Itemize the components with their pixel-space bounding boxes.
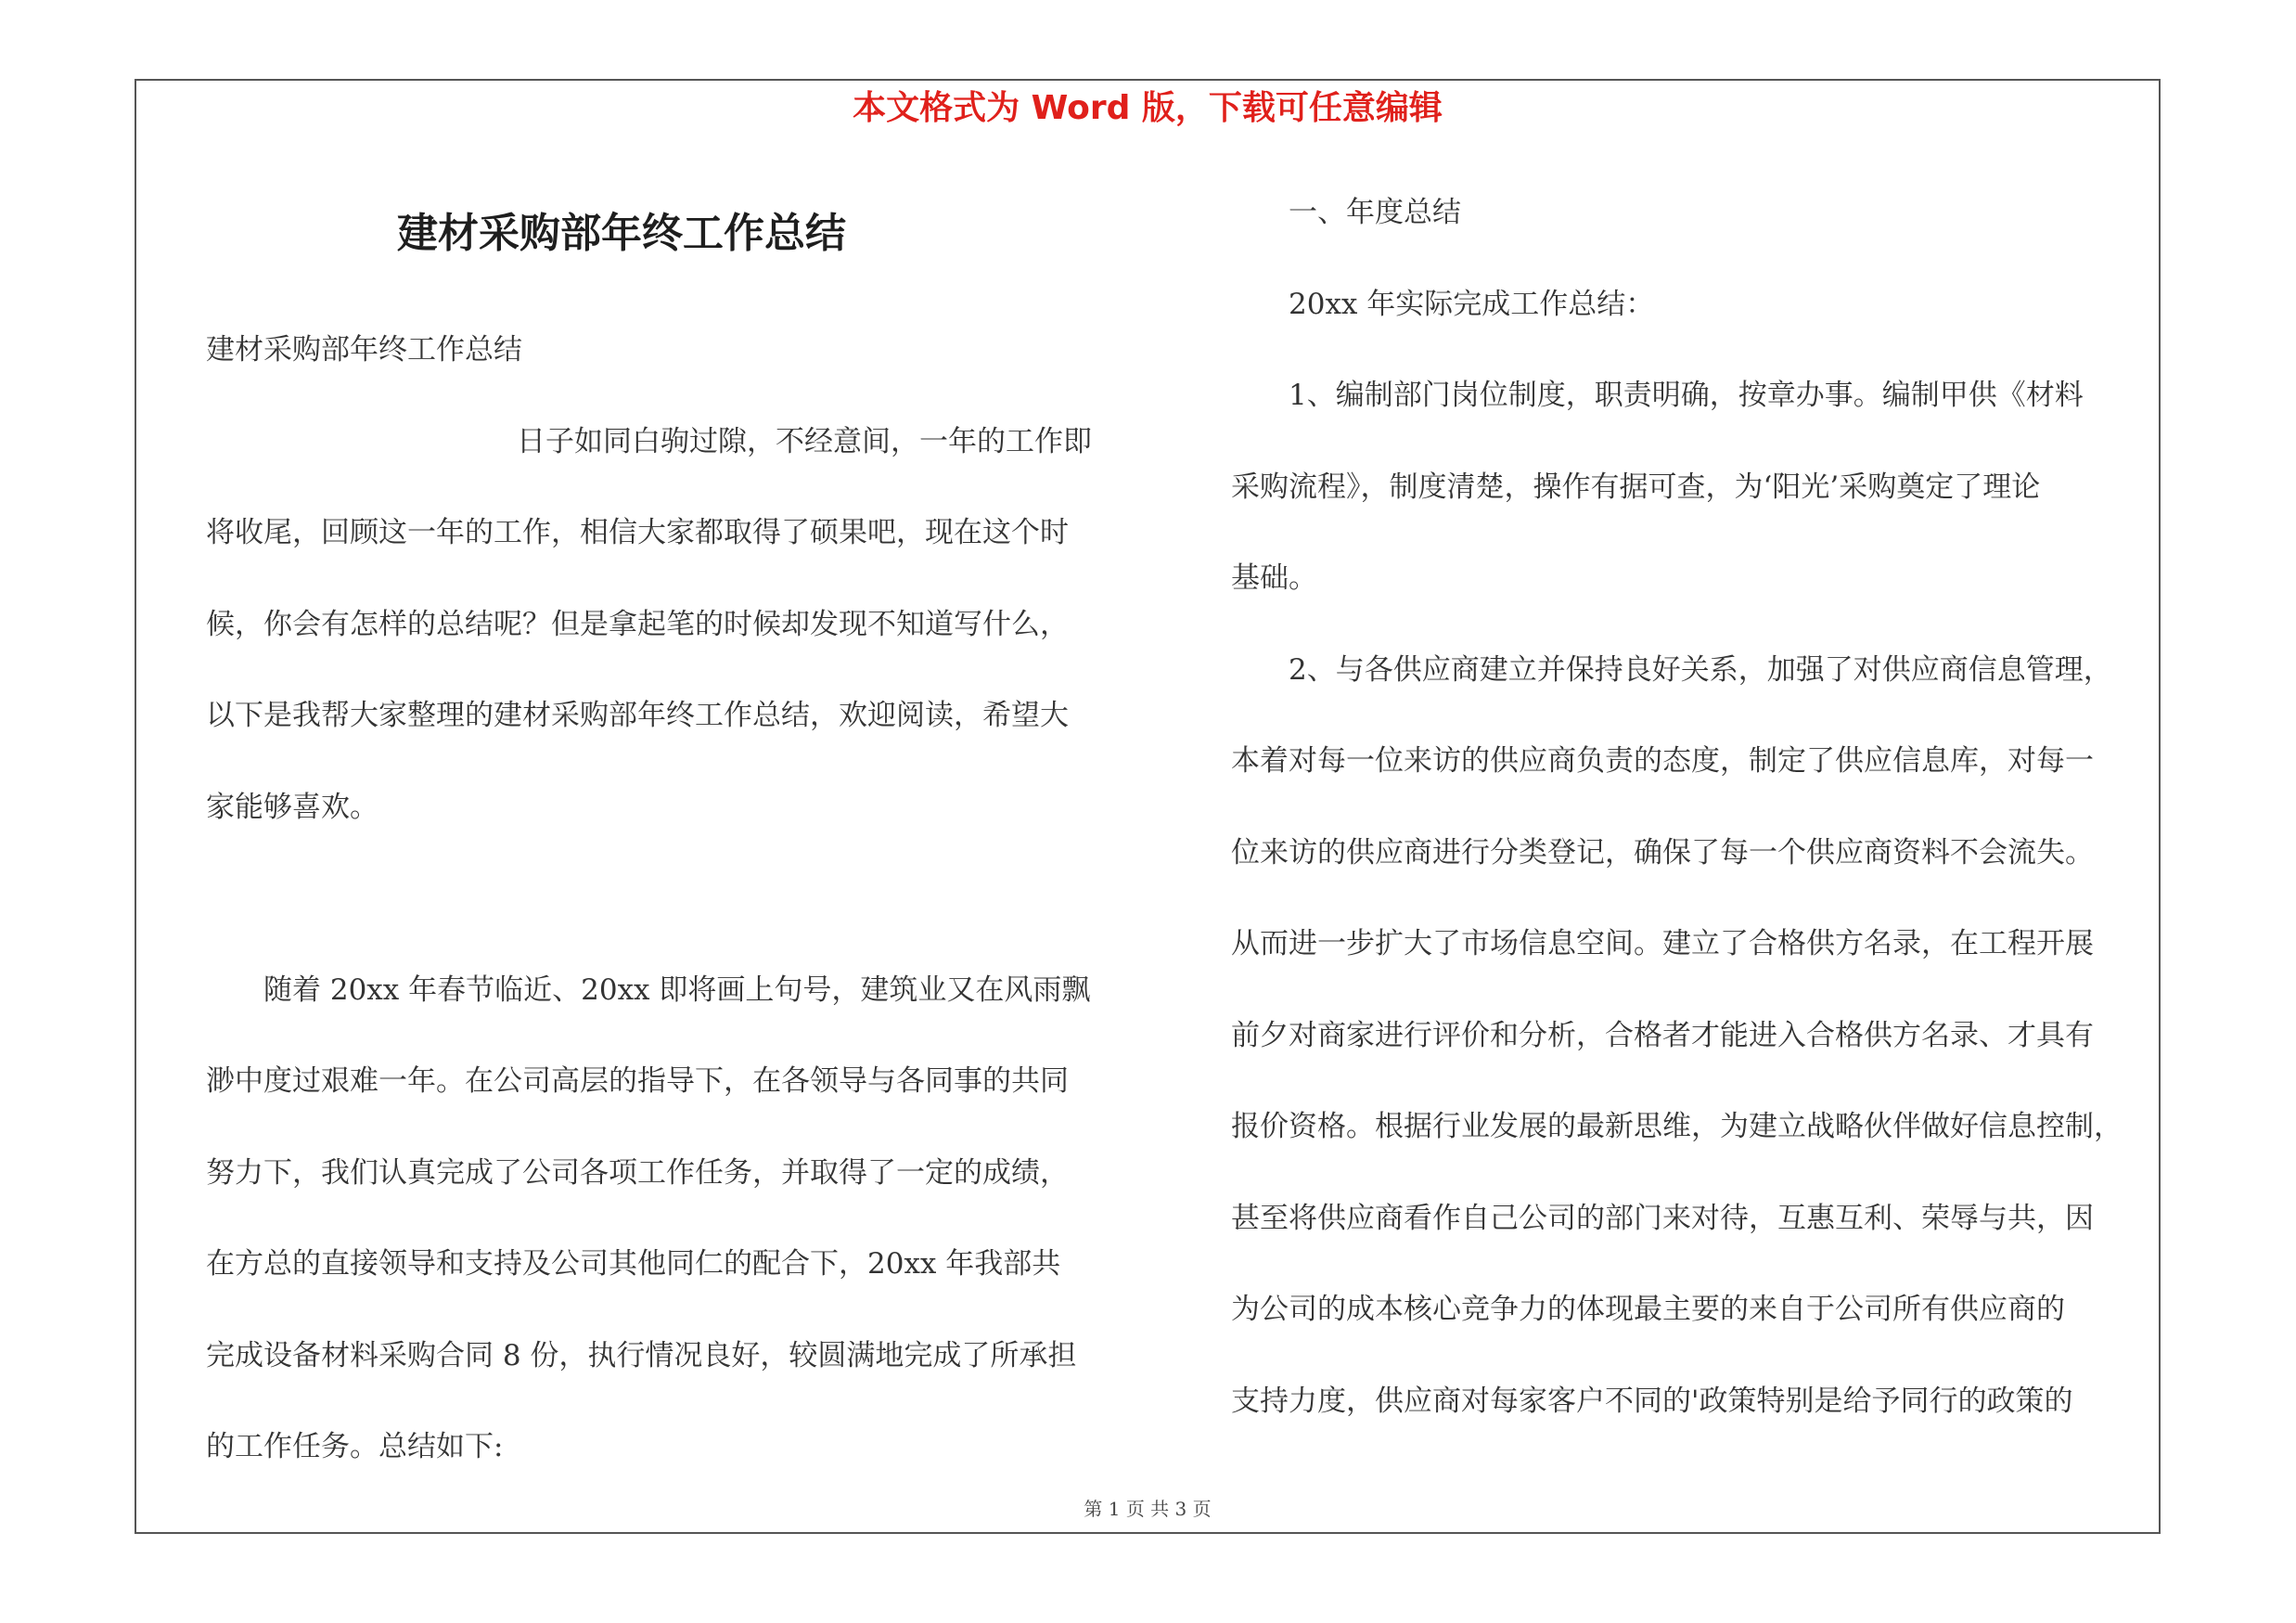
paragraph-line: 随着 20xx 年春节临近、20xx 即将画上句号，建筑业又在风雨飘 bbox=[263, 973, 1091, 1007]
paragraph-line: 2、与各供应商建立并保持良好关系，加强了对供应商信息管理， bbox=[1289, 652, 2112, 687]
paragraph-line: 渺中度过艰难一年。在公司高层的指导下，在各领导与各同事的共同 bbox=[206, 1064, 1069, 1098]
paragraph-line: 20xx 年实际完成工作总结： bbox=[1289, 287, 1655, 321]
paragraph-spacer bbox=[206, 869, 1143, 961]
paragraph-line: 以下是我帮大家整理的建材采购部年终工作总结，欢迎阅读，希望大 bbox=[206, 699, 1069, 732]
paragraph-line: 报价资格。根据行业发展的最新思维，为建立战略伙伴做好信息控制， bbox=[1231, 1110, 2123, 1143]
paragraph-line: 本着对每一位来访的供应商负责的态度，制定了供应信息库，对每一 bbox=[1231, 744, 2094, 778]
paragraph-line: 将收尾，回顾这一年的工作，相信大家都取得了硕果吧，现在这个时 bbox=[206, 516, 1069, 549]
page-number-footer: 第 1 页 共 3 页 bbox=[1084, 1498, 1212, 1520]
section-heading: 一、年度总结 bbox=[1289, 196, 1461, 229]
paragraph-line: 1、编制部门岗位制度，职责明确，按章办事。编制甲供《材料 bbox=[1289, 379, 2084, 412]
paragraph-line: 完成设备材料采购合同 8 份，执行情况良好，较圆满地完成了所承担 bbox=[206, 1338, 1077, 1372]
paragraph-line: 基础。 bbox=[1231, 561, 1317, 595]
left-column bbox=[206, 321, 1143, 1510]
paragraph-line: 采购流程》，制度清楚，操作有据可查，为‘阳光’采购奠定了理论 bbox=[1231, 470, 2041, 504]
paragraph-line: 甚至将供应商看作自己公司的部门来对待，互惠互利、荣辱与共，因 bbox=[1231, 1201, 2094, 1235]
paragraph-line: 的工作任务。总结如下: bbox=[206, 1430, 504, 1463]
paragraph-line: 日子如同白驹过隙，不经意间，一年的工作即 bbox=[517, 424, 1092, 458]
paragraph-line: 为公司的成本核心竞争力的体现最主要的来自于公司所有供应商的 bbox=[1231, 1293, 2065, 1326]
paragraph-line: 在方总的直接领导和支持及公司其他同仁的配合下，20xx 年我部共 bbox=[206, 1247, 1061, 1281]
paragraph-line: 家能够喜欢。 bbox=[206, 790, 378, 824]
paragraph-line: 位来访的供应商进行分类登记，确保了每一个供应商资料不会流失。 bbox=[1231, 835, 2094, 869]
right-column bbox=[1231, 184, 2170, 1463]
paragraph-line: 支持力度，供应商对每家客户不同的'政策特别是给予同行的政策的 bbox=[1231, 1384, 2073, 1418]
paragraph-line: 努力下，我们认真完成了公司各项工作任务，并取得了一定的成绩， bbox=[206, 1155, 1069, 1190]
format-banner: 本文格式为 Word 版，下载可任意编辑 bbox=[853, 89, 1443, 127]
paragraph-line: 候，你会有怎样的总结呢？但是拿起笔的时候却发现不知道写什么， bbox=[206, 607, 1069, 641]
paragraph-line: 前夕对商家进行评价和分析，合格者才能进入合格供方名录、才具有 bbox=[1231, 1018, 2094, 1052]
document-title: 建材采购部年终工作总结 bbox=[397, 210, 846, 257]
paragraph-line: 从而进一步扩大了市场信息空间。建立了合格供方名录，在工程开展 bbox=[1231, 927, 2094, 960]
paragraph-line: 建材采购部年终工作总结 bbox=[206, 333, 522, 367]
